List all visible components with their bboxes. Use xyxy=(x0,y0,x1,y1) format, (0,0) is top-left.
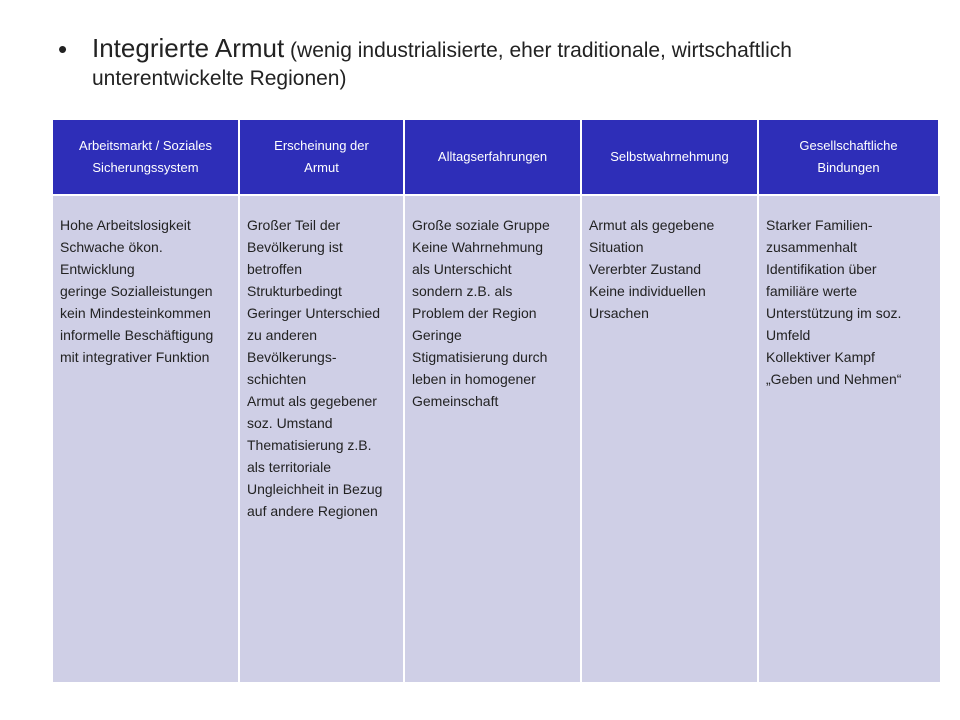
bullet-icon: • xyxy=(58,34,68,64)
cell-line: familiäre werte xyxy=(766,283,858,299)
title-main: Integrierte Armut xyxy=(92,33,285,63)
cell-line: auf andere Regionen xyxy=(247,503,378,519)
header-alltagserfahrungen: Alltagserfahrungen xyxy=(405,120,582,196)
cell-line: Gemeinschaft xyxy=(412,393,499,409)
cell-line: geringe Sozialleistungen xyxy=(60,283,213,299)
cell-line: Situation xyxy=(589,239,644,255)
cell-line: Armut als gegebene xyxy=(589,217,715,233)
cell-line: Vererbter Zustand xyxy=(589,261,702,277)
title-subtitle: (wenig industrialisierte, eher traditionale, wirtschaftlich unterentwickelte Regionen) xyxy=(92,39,792,90)
cell-line: Entwicklung xyxy=(60,261,135,277)
cell-line: Hohe Arbeitslosigkeit xyxy=(60,217,191,233)
cell-line: Bevölkerungs- xyxy=(247,349,337,365)
cell-line: Großer Teil der xyxy=(247,217,341,233)
cell-bindungen xyxy=(759,196,940,682)
cell-line: Geringe xyxy=(412,327,462,343)
cell-line: betroffen xyxy=(247,261,303,277)
cell-line: Armut als gegebener xyxy=(247,393,377,409)
cell-line: leben in homogener xyxy=(412,371,536,387)
cell-line: Starker Familien- xyxy=(766,217,873,233)
cell-line: Stigmatisierung durch xyxy=(412,349,548,365)
cell-line: Keine individuellen xyxy=(589,283,706,299)
cell-line: Geringer Unterschied xyxy=(247,305,381,321)
cell-line: Strukturbedingt xyxy=(247,283,342,299)
cell-line: Große soziale Gruppe xyxy=(412,217,550,233)
cell-line: Keine Wahrnehmung xyxy=(412,239,544,255)
cell-line: mit integrativer Funktion xyxy=(60,349,210,365)
cell-line: Unterstützung im soz. xyxy=(766,305,902,321)
cell-selbstwahrnehmung xyxy=(582,196,759,682)
slide-title xyxy=(58,34,918,93)
cell-alltagserfahrungen xyxy=(405,196,582,682)
cell-line: als territoriale xyxy=(247,459,332,475)
cell-line: zusammenhalt xyxy=(766,239,858,255)
cell-line: Umfeld xyxy=(766,327,811,343)
cell-line: als Unterschicht xyxy=(412,261,512,277)
cell-line: Ungleichheit in Bezug xyxy=(247,481,383,497)
header-selbstwahrnehmung: Selbstwahrnehmung xyxy=(582,120,759,196)
cell-line: „Geben und Nehmen“ xyxy=(766,371,902,387)
cell-line: Schwache ökon. xyxy=(60,239,163,255)
header-erscheinung: Erscheinung der Armut xyxy=(240,120,405,196)
cell-line: Bevölkerung ist xyxy=(247,239,343,255)
cell-line: sondern z.B. als xyxy=(412,283,513,299)
header-arbeitsmarkt: Arbeitsmarkt / Soziales Sicherungssystem xyxy=(53,120,240,196)
cell-line: Thematisierung z.B. xyxy=(247,437,372,453)
cell-line: Ursachen xyxy=(589,305,649,321)
cell-line: Problem der Region xyxy=(412,305,537,321)
cell-line: Identifikation über xyxy=(766,261,877,277)
cell-line: schichten xyxy=(247,371,307,387)
cell-line: informelle Beschäftigung xyxy=(60,327,214,343)
poverty-table xyxy=(53,120,940,682)
cell-line: soz. Umstand xyxy=(247,415,333,431)
cell-line: Kollektiver Kampf xyxy=(766,349,875,365)
cell-erscheinung xyxy=(240,196,405,682)
title-text xyxy=(92,34,918,93)
cell-arbeitsmarkt xyxy=(53,196,240,682)
cell-line: kein Mindesteinkommen xyxy=(60,305,211,321)
cell-line: zu anderen xyxy=(247,327,318,343)
header-bindungen: Gesellschaftliche Bindungen xyxy=(759,120,940,196)
